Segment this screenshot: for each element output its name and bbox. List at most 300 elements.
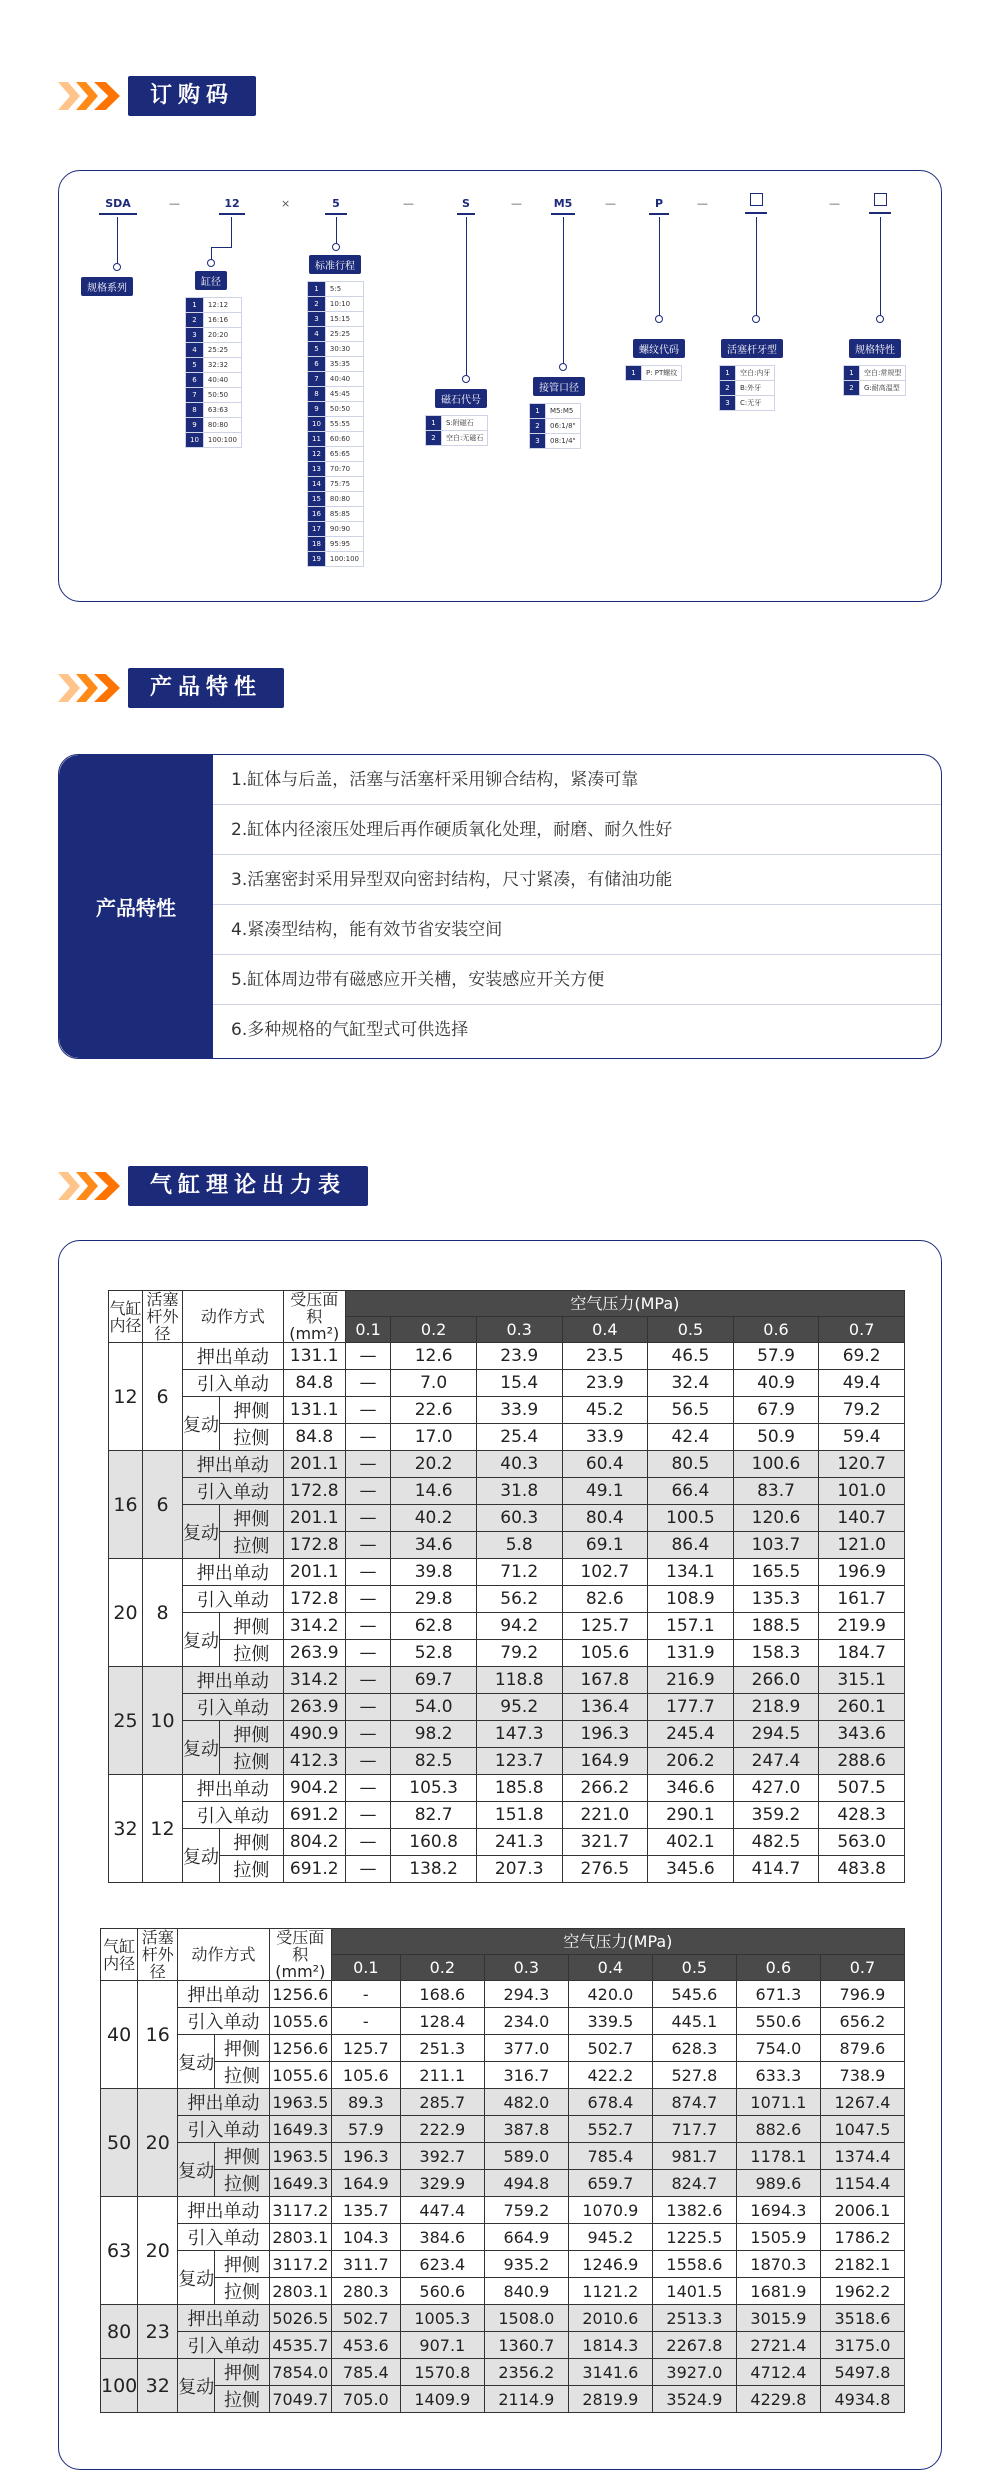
option-row: [426, 416, 488, 431]
feature-item: 4.紧凑型结构，能有效节省安装空间: [213, 905, 941, 955]
cell-force: 79.2: [476, 1640, 562, 1667]
option-row: [186, 388, 242, 403]
separator: —: [403, 197, 414, 210]
cell-force: 33.9: [476, 1397, 562, 1424]
option-number: 5: [186, 358, 204, 373]
option-row: [186, 358, 242, 373]
cell-action-sub: 押侧: [220, 1397, 284, 1424]
option-number: 8: [308, 387, 326, 402]
cell-force: 445.1: [652, 2008, 736, 2035]
cell-force: 98.2: [391, 1721, 477, 1748]
cell-action-sub: 拉侧: [220, 1748, 284, 1775]
header-pressure-value: 0.7: [819, 1317, 905, 1343]
cell-area: 804.2: [283, 1829, 345, 1856]
cell-force: 420.0: [568, 1981, 652, 2008]
force-table-large-bore: [100, 1928, 905, 2413]
cell-force: 69.7: [391, 1667, 477, 1694]
cell-area: 1055.6: [269, 2062, 331, 2089]
cell-action: 押出单动: [183, 1559, 284, 1586]
port-label: 接管口径: [533, 377, 585, 396]
cell-force: 483.8: [819, 1856, 905, 1883]
cell-force: 552.7: [568, 2116, 652, 2143]
cell-force: 266.0: [733, 1667, 819, 1694]
table-row: [109, 1721, 905, 1748]
option-value: 85:85: [325, 507, 363, 522]
cell-force: 131.9: [648, 1640, 734, 1667]
table-row: [101, 2197, 905, 2224]
option-row: [308, 447, 364, 462]
cell-force: —: [345, 1451, 391, 1478]
table-body: [101, 1981, 905, 2413]
option-number: 7: [308, 372, 326, 387]
option-value: M5:M5: [546, 404, 581, 419]
cell-force: —: [345, 1370, 391, 1397]
cell-action-sub: 押侧: [220, 1613, 284, 1640]
cell-force: 2267.8: [652, 2332, 736, 2359]
cell-force: 196.3: [562, 1721, 648, 1748]
option-row: [186, 328, 242, 343]
cell-force: 2721.4: [736, 2332, 820, 2359]
cell-force: 1508.0: [484, 2305, 568, 2332]
option-value: 25:25: [203, 343, 241, 358]
cell-force: 560.6: [400, 2278, 484, 2305]
cell-force: 40.9: [733, 1370, 819, 1397]
cell-force: 7.0: [391, 1370, 477, 1397]
table-row: [101, 2332, 905, 2359]
cell-force: 20.2: [391, 1451, 477, 1478]
option-value: 40:40: [325, 372, 363, 387]
table-row: [101, 2305, 905, 2332]
cell-rod: 6: [143, 1451, 183, 1559]
cell-force: 247.4: [733, 1748, 819, 1775]
option-number: 2: [530, 419, 546, 434]
cell-force: 494.8: [484, 2170, 568, 2197]
cell-area: 172.8: [283, 1586, 345, 1613]
option-value: 55:55: [325, 417, 363, 432]
option-value: 90:90: [325, 522, 363, 537]
cell-action: 复动: [178, 2359, 215, 2413]
cell-area: 490.9: [283, 1721, 345, 1748]
cell-action: 押出单动: [183, 1343, 284, 1370]
cell-force: 207.3: [476, 1856, 562, 1883]
cell-force: 678.4: [568, 2089, 652, 2116]
table-row: [101, 2170, 905, 2197]
spec-label: 规格特性: [849, 339, 901, 358]
cell-rod: 8: [143, 1559, 183, 1667]
connector-dot: [462, 375, 470, 383]
cell-force: 3524.9: [652, 2386, 736, 2413]
option-row: [186, 373, 242, 388]
cell-force: 1374.4: [820, 2143, 904, 2170]
table-header: [109, 1291, 905, 1343]
cell-force: —: [345, 1613, 391, 1640]
section-header-order-code: [58, 76, 256, 116]
cell-force: 1005.3: [400, 2305, 484, 2332]
option-value: C:无牙: [736, 396, 775, 411]
cell-force: 57.9: [331, 2116, 400, 2143]
cell-area: 7049.7: [269, 2386, 331, 2413]
cell-force: 3518.6: [820, 2305, 904, 2332]
cell-force: —: [345, 1640, 391, 1667]
cell-force: 1070.9: [568, 2197, 652, 2224]
header-bore: 气缸内径: [101, 1929, 138, 1981]
code-port: M5: [551, 197, 575, 215]
cell-force: 125.7: [562, 1613, 648, 1640]
option-row: [308, 417, 364, 432]
cell-action: 引入单动: [178, 2224, 270, 2251]
feature-item: 2.缸体内径滚压处理后再作硬质氧化处理，耐磨、耐久性好: [213, 805, 941, 855]
cell-force: 4229.8: [736, 2386, 820, 2413]
option-number: 3: [186, 328, 204, 343]
cell-force: 1178.1: [736, 2143, 820, 2170]
cell-force: 1401.5: [652, 2278, 736, 2305]
cell-force: 33.9: [562, 1424, 648, 1451]
option-row: [308, 552, 364, 567]
option-value: 空白:常规型: [860, 366, 906, 381]
cell-force: 907.1: [400, 2332, 484, 2359]
cell-bore: 50: [101, 2089, 138, 2197]
cell-area: 4535.7: [269, 2332, 331, 2359]
cell-area: 84.8: [283, 1370, 345, 1397]
cell-force: 276.5: [562, 1856, 648, 1883]
cell-force: 251.3: [400, 2035, 484, 2062]
cell-rod: 23: [138, 2305, 178, 2359]
cell-bore: 40: [101, 1981, 138, 2089]
table-row: [109, 1424, 905, 1451]
header-pressure-value: 0.4: [568, 1955, 652, 1981]
option-number: 10: [308, 417, 326, 432]
option-row: [308, 297, 364, 312]
option-value: 06:1/8": [546, 419, 581, 434]
cell-force: 66.4: [648, 1478, 734, 1505]
cell-force: 482.0: [484, 2089, 568, 2116]
header-row: [101, 1929, 905, 1955]
cell-force: 482.5: [733, 1829, 819, 1856]
option-row: [186, 343, 242, 358]
cell-force: 60.4: [562, 1451, 648, 1478]
table-row: [101, 2089, 905, 2116]
cell-action-sub: 拉侧: [220, 1424, 284, 1451]
cell-action: 押出单动: [183, 1451, 284, 1478]
separator: —: [169, 197, 180, 210]
option-value: P: PT螺纹: [642, 366, 682, 381]
option-value: 32:32: [203, 358, 241, 373]
option-number: 2: [844, 381, 860, 396]
cell-force: 42.4: [648, 1424, 734, 1451]
option-value: 空白:内牙: [736, 366, 775, 381]
cell-area: 1963.5: [269, 2089, 331, 2116]
cell-action-sub: 押侧: [220, 1505, 284, 1532]
cell-force: 105.6: [331, 2062, 400, 2089]
cell-force: —: [345, 1505, 391, 1532]
table-row: [109, 1856, 905, 1883]
option-row: [308, 342, 364, 357]
cell-force: 3927.0: [652, 2359, 736, 2386]
connector-dot: [207, 259, 215, 267]
cell-force: 623.4: [400, 2251, 484, 2278]
separator: —: [605, 197, 616, 210]
feature-item: 5.缸体周边带有磁感应开关槽，安装感应开关方便: [213, 955, 941, 1005]
cell-force: 34.6: [391, 1532, 477, 1559]
cell-action-sub: 押侧: [215, 2035, 270, 2062]
cell-force: 69.2: [819, 1343, 905, 1370]
option-row: [308, 357, 364, 372]
option-row: [844, 381, 906, 396]
table-row: [109, 1613, 905, 1640]
cell-force: 796.9: [820, 1981, 904, 2008]
cell-area: 172.8: [283, 1478, 345, 1505]
cell-force: 94.2: [476, 1613, 562, 1640]
cell-force: 2114.9: [484, 2386, 568, 2413]
option-value: 20:20: [203, 328, 241, 343]
cell-action-sub: 拉侧: [215, 2278, 270, 2305]
option-value: 25:25: [325, 327, 363, 342]
cell-force: 56.2: [476, 1586, 562, 1613]
cell-force: 1382.6: [652, 2197, 736, 2224]
cell-action: 复动: [183, 1613, 220, 1667]
option-number: 1: [308, 282, 326, 297]
table-row: [109, 1451, 905, 1478]
cell-action: 引入单动: [183, 1370, 284, 1397]
cell-force: 5497.8: [820, 2359, 904, 2386]
cell-action-sub: 拉侧: [220, 1856, 284, 1883]
cell-force: 316.7: [484, 2062, 568, 2089]
cell-force: 2513.3: [652, 2305, 736, 2332]
cell-force: 507.5: [819, 1775, 905, 1802]
cell-force: 3175.0: [820, 2332, 904, 2359]
cell-force: 234.0: [484, 2008, 568, 2035]
cell-force: —: [345, 1586, 391, 1613]
cell-force: 164.9: [562, 1748, 648, 1775]
cell-force: 1814.3: [568, 2332, 652, 2359]
cell-force: 89.3: [331, 2089, 400, 2116]
cell-force: 502.7: [568, 2035, 652, 2062]
cell-force: 315.1: [819, 1667, 905, 1694]
table-row: [101, 2008, 905, 2035]
cell-bore: 63: [101, 2197, 138, 2305]
features-box: [58, 754, 942, 1059]
cell-force: 329.9: [400, 2170, 484, 2197]
option-row: [308, 387, 364, 402]
cell-force: 196.9: [819, 1559, 905, 1586]
cell-action: 引入单动: [183, 1694, 284, 1721]
cell-force: 785.4: [331, 2359, 400, 2386]
cell-force: 759.2: [484, 2197, 568, 2224]
option-value: 空白:无磁石: [442, 431, 488, 446]
force-table-small-bore: [108, 1290, 905, 1883]
option-value: G:耐高温型: [860, 381, 906, 396]
option-number: 2: [308, 297, 326, 312]
cell-action-sub: 押侧: [220, 1829, 284, 1856]
cell-force: 151.8: [476, 1802, 562, 1829]
feature-item: 6.多种规格的气缸型式可供选择: [231, 1020, 469, 1040]
cell-action: 押出单动: [178, 2197, 270, 2224]
table-row: [109, 1586, 905, 1613]
cell-force: 1267.4: [820, 2089, 904, 2116]
header-rod: 活塞杆外径: [138, 1929, 178, 1981]
cell-action: 复动: [178, 2251, 215, 2305]
cell-action: 复动: [183, 1397, 220, 1451]
cell-action: 引入单动: [183, 1586, 284, 1613]
cell-bore: 32: [109, 1775, 143, 1883]
cell-action: 引入单动: [178, 2116, 270, 2143]
cell-force: 134.1: [648, 1559, 734, 1586]
cell-force: 160.8: [391, 1829, 477, 1856]
cell-force: 52.8: [391, 1640, 477, 1667]
option-row: [844, 366, 906, 381]
cell-force: 1225.5: [652, 2224, 736, 2251]
cell-force: —: [345, 1559, 391, 1586]
header-pressure-value: 0.3: [476, 1317, 562, 1343]
cell-force: —: [345, 1775, 391, 1802]
bore-label: 缸径: [195, 271, 227, 290]
connector-dot: [655, 315, 663, 323]
magnet-label: 磁石代号: [435, 389, 487, 408]
option-number: 1: [844, 366, 860, 381]
option-number: 4: [308, 327, 326, 342]
table-row: [109, 1640, 905, 1667]
option-number: 17: [308, 522, 326, 537]
cell-action: 复动: [183, 1721, 220, 1775]
cell-force: 346.6: [648, 1775, 734, 1802]
cell-force: 165.5: [733, 1559, 819, 1586]
table-row: [109, 1748, 905, 1775]
series-label: 规格系列: [81, 277, 133, 296]
cell-force: 738.9: [820, 2062, 904, 2089]
cell-force: 359.2: [733, 1802, 819, 1829]
cell-force: 447.4: [400, 2197, 484, 2224]
cell-action-sub: 押侧: [215, 2143, 270, 2170]
cell-force: 67.9: [733, 1397, 819, 1424]
option-value: 65:65: [325, 447, 363, 462]
connector-dot: [752, 315, 760, 323]
thread-options-table: [625, 365, 682, 381]
option-value: 30:30: [325, 342, 363, 357]
cell-force: 4712.4: [736, 2359, 820, 2386]
option-value: 08:1/4": [546, 434, 581, 449]
header-pressure-value: 0.1: [345, 1317, 391, 1343]
cell-area: 691.2: [283, 1856, 345, 1883]
cell-force: 62.8: [391, 1613, 477, 1640]
rod-thread-options-table: [719, 365, 775, 411]
cell-action-sub: 拉侧: [215, 2386, 270, 2413]
option-value: 16:16: [203, 313, 241, 328]
cell-force: 188.5: [733, 1613, 819, 1640]
option-number: 3: [720, 396, 736, 411]
order-code-box: [58, 170, 942, 602]
cell-force: 705.0: [331, 2386, 400, 2413]
cell-action: 押出单动: [183, 1667, 284, 1694]
feature-item: 1.缸体与后盖，活塞与活塞杆采用铆合结构，紧凑可靠: [213, 755, 941, 805]
option-row: [530, 419, 581, 434]
chevron-arrows-icon: [58, 1166, 128, 1206]
cell-force: 1154.4: [820, 2170, 904, 2197]
cell-force: 1694.3: [736, 2197, 820, 2224]
cell-area: 2803.1: [269, 2278, 331, 2305]
cell-force: 167.8: [562, 1667, 648, 1694]
option-number: 2: [720, 381, 736, 396]
feature-item: 3.活塞密封采用异型双向密封结构，尺寸紧凑，有储油功能: [213, 855, 941, 905]
rod-thread-label: 活塞杆牙型: [721, 339, 783, 358]
cell-force: 402.1: [648, 1829, 734, 1856]
table-header: [101, 1929, 905, 1981]
option-value: 50:50: [203, 388, 241, 403]
stroke-options-table: [307, 281, 364, 567]
code-series: SDA: [99, 197, 137, 215]
table-row: [109, 1397, 905, 1424]
header-pressure-value: 0.6: [733, 1317, 819, 1343]
cell-force: 86.4: [648, 1532, 734, 1559]
option-value: 15:15: [325, 312, 363, 327]
option-number: 14: [308, 477, 326, 492]
option-row: [308, 372, 364, 387]
cell-force: 83.7: [733, 1478, 819, 1505]
cell-area: 1963.5: [269, 2143, 331, 2170]
cell-action-sub: 押侧: [215, 2251, 270, 2278]
cell-force: —: [345, 1532, 391, 1559]
cell-force: 39.8: [391, 1559, 477, 1586]
cell-force: 754.0: [736, 2035, 820, 2062]
option-number: 6: [186, 373, 204, 388]
cell-force: 981.7: [652, 2143, 736, 2170]
code-thread: P: [649, 197, 669, 215]
cell-force: 1962.2: [820, 2278, 904, 2305]
cell-area: 201.1: [283, 1505, 345, 1532]
option-value: 5:5: [325, 282, 363, 297]
header-pressure-value: 0.4: [562, 1317, 648, 1343]
cell-force: 100.6: [733, 1451, 819, 1478]
cell-force: 100.5: [648, 1505, 734, 1532]
connector-dot: [332, 243, 340, 251]
cell-force: 414.7: [733, 1856, 819, 1883]
section-title: 订购码: [128, 76, 256, 116]
cell-force: 49.4: [819, 1370, 905, 1397]
features-title: 产品特性: [59, 755, 213, 1058]
cell-action: 押出单动: [178, 1981, 270, 2008]
cell-area: 3117.2: [269, 2197, 331, 2224]
magnet-options-table: [425, 415, 488, 446]
cell-area: 84.8: [283, 1424, 345, 1451]
table-row: [101, 2035, 905, 2062]
table-row: [101, 2278, 905, 2305]
cell-force: 135.7: [331, 2197, 400, 2224]
cell-force: 294.5: [733, 1721, 819, 1748]
cell-force: 125.7: [331, 2035, 400, 2062]
cell-force: 1570.8: [400, 2359, 484, 2386]
separator: —: [697, 197, 708, 210]
cell-action: 复动: [183, 1829, 220, 1883]
header-action: 动作方式: [178, 1929, 270, 1981]
cell-force: 123.7: [476, 1748, 562, 1775]
cell-action-sub: 押侧: [220, 1721, 284, 1748]
table-row: [109, 1694, 905, 1721]
cell-area: 7854.0: [269, 2359, 331, 2386]
option-row: [186, 433, 242, 448]
chevron-arrows-icon: [58, 76, 128, 116]
table-row: [101, 2359, 905, 2386]
option-value: 60:60: [325, 432, 363, 447]
option-number: 1: [626, 366, 642, 381]
separator: —: [511, 197, 522, 210]
cell-force: 196.3: [331, 2143, 400, 2170]
cell-force: 527.8: [652, 2062, 736, 2089]
table-row: [101, 2116, 905, 2143]
cell-force: 211.1: [400, 2062, 484, 2089]
cell-force: 120.6: [733, 1505, 819, 1532]
option-number: 1: [530, 404, 546, 419]
option-row: [308, 537, 364, 552]
cell-force: 377.0: [484, 2035, 568, 2062]
